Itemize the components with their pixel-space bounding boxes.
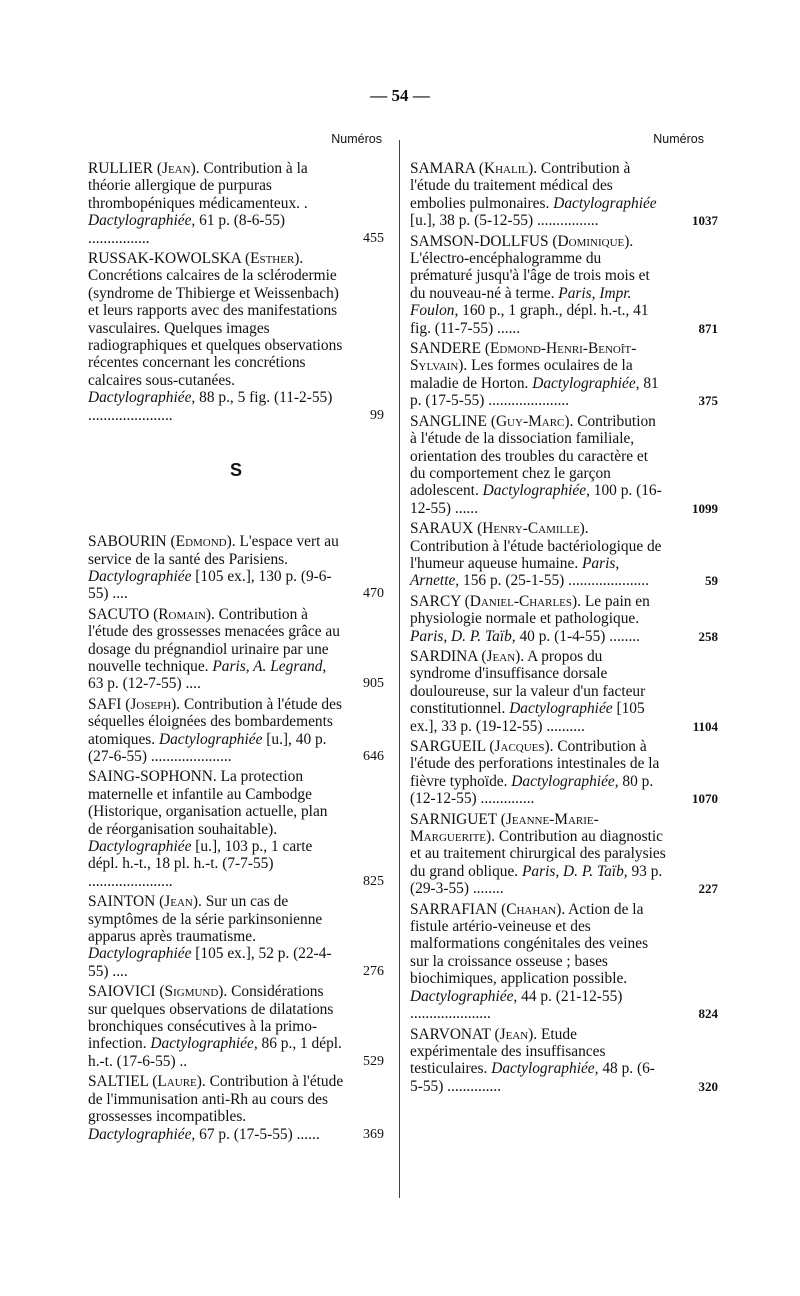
entry-title: Contribution à l'étude des séquelles éloignées des bombardements atomiques. <box>88 695 342 748</box>
entries-list <box>410 160 718 1095</box>
entry-details: [u.], 103 p., 1 carte dépl. h.-t., 18 pl. h.-t. (7-7-55) ...................... <box>88 838 313 890</box>
entry-author-surname: SANGLINE <box>410 412 487 430</box>
entry-number: 59 <box>705 573 718 589</box>
entry-details: 67 p. (17-5-55) ...... <box>195 1125 320 1143</box>
column-divider <box>399 140 400 1198</box>
entry-publication: Dactylographiée, <box>532 374 640 392</box>
entry-author-firstname: (Guy-Marc). <box>490 412 574 430</box>
entry-number: 455 <box>363 230 384 246</box>
entry-author-firstname: (Jeanne-Marie-Marguerite). <box>410 810 599 846</box>
entry-details: 156 p. (25-1-55) ..................... <box>459 572 649 590</box>
entry-author-surname: SAMARA <box>410 160 476 177</box>
entry-details: [105 ex.], 130 p. (9-6-55) .... <box>88 567 332 603</box>
entry-publication: Paris, Impr. Foulon, <box>410 284 632 320</box>
entry-details: 160 p., 1 graph., dépl. h.-t., 41 fig. (11-7-55) ...... <box>410 302 649 337</box>
entry-title: La protection maternelle et infantile au Cambodge (Historique, organisation actuelle, plan de réorganisation souhaitable). <box>88 768 328 838</box>
entry-title: Les formes oculaires de la maladie de Horton. <box>410 357 633 392</box>
entry-number: 99 <box>370 407 384 423</box>
entry-title: Action de la fistule artério-veineuse et des malformations congénitales des veines sur la croissance osseuse ; bases biochimiques, application possible. <box>410 900 649 988</box>
entry-publication: Paris, A. Legrand, <box>212 657 327 675</box>
entry-publication: Dactylographiée <box>88 838 192 855</box>
entry-publication: Dactylographiée, <box>491 1060 599 1078</box>
entry-number: 646 <box>363 748 384 764</box>
entry-title: Contribution à l'étude de la dissociation familiale, orientation des troubles du caractère et du comportement chez le garçon adolescent. <box>410 412 656 500</box>
entry <box>410 160 718 230</box>
entry-title: L'électro-encéphalogramme du prématuré jusqu'à l'âge de trois mois et du nouveau-né à terme. <box>410 250 650 302</box>
entry <box>88 696 384 766</box>
entry-author-firstname: (Khalil). <box>478 160 538 177</box>
entry-text <box>410 160 666 230</box>
entry-details: 63 p. (12-7-55) .... <box>88 675 201 693</box>
entry-publication: Paris, D. P. Taïb, <box>522 862 628 880</box>
entry-number: 1104 <box>692 718 718 734</box>
entry <box>410 340 718 410</box>
entry-publication: Dactylographiée <box>553 194 657 212</box>
entry-author-firstname: (Edmond). <box>170 533 236 551</box>
entry-details: [105 ex.], 33 p. (19-12-55) .......... <box>410 700 645 735</box>
entry <box>410 738 718 808</box>
entry-details: 100 p. (16-12-55) ...... <box>410 482 662 517</box>
column-header: Numéros <box>331 132 382 146</box>
entry-author-firstname: (Henry-Camille). <box>477 520 589 538</box>
entry-text <box>410 901 666 1023</box>
entry-text <box>88 696 344 766</box>
entry-details: 80 p. (12-12-55) .............. <box>410 772 654 808</box>
entry-publication: Dactylographiée, <box>88 1125 196 1143</box>
entry-title: Contribution à l'étude des perforations intestinales de la fièvre typhoïde. <box>410 738 660 790</box>
entry-details: 48 p. (6-5-55) .............. <box>410 1060 655 1095</box>
entry-number: 1099 <box>692 500 718 516</box>
column-header: Numéros <box>653 132 704 146</box>
entry-title: L'espace vert au service de la santé des Parisiens. <box>88 533 339 568</box>
entry-author-surname: SABOURIN <box>88 533 167 551</box>
entry-title: Contribution à l'étude des grossesses menacées grâce au dosage du prégnandiol urinaire par une nouvelle technique. <box>88 605 340 675</box>
entry-publication: Dactylographiée, <box>511 772 619 790</box>
entry-number: 369 <box>363 1126 384 1142</box>
entry-author-surname: SARVONAT <box>410 1025 491 1043</box>
entry-author-surname: SACUTO <box>88 605 150 623</box>
entry-publication: Dactylographiée, <box>410 987 518 1005</box>
entry-title: Contribution à l'étude du traitement médical des embolies pulmonaires. <box>410 160 631 212</box>
entry-text <box>410 593 666 645</box>
entry-text <box>88 983 344 1070</box>
entry-author-firstname: (Joseph). <box>125 695 181 713</box>
entry <box>88 893 384 980</box>
entry-author-surname: SARRAFIAN <box>410 900 498 918</box>
entry-number: 276 <box>363 963 384 979</box>
entry-publication: Dactylographiée <box>88 945 192 963</box>
entry-details: 93 p. (29-3-55) ........ <box>410 862 663 898</box>
entry-details: [105 ex.], 52 p. (22-4-55) .... <box>88 945 332 980</box>
entry-text <box>410 233 666 337</box>
entry-author-firstname: (Daniel-Charles). <box>464 592 581 610</box>
entry-author-surname: SAING-SOPHONN. <box>88 768 217 786</box>
entry-text <box>88 160 344 247</box>
entry-number: 375 <box>698 393 718 409</box>
entry-author-firstname: (Edmond-Henri-Benoît-Sylvain). <box>410 340 637 375</box>
entry-text <box>410 648 666 735</box>
entry-text <box>410 738 666 808</box>
entry-number: 227 <box>698 881 718 897</box>
entry-title: Concrétions calcaires de la sclérodermie (syndrome de Thibierge et Weissenbach) et leurs rapports avec des manifestations vasculaires. Quelques images radiographiques et quelques observations récentes concernant les concrétions calcaires sous-cutanées. <box>88 267 343 389</box>
entries-after-section <box>88 533 384 1143</box>
entry-author-firstname: (Jean). <box>156 160 200 177</box>
entry-author-firstname: (Jean). <box>494 1025 538 1043</box>
entry-details: [u.], 40 p. (27-6-55) ..................... <box>88 730 327 765</box>
entry-author-surname: SARCY <box>410 592 461 610</box>
section-letter: S <box>229 460 242 481</box>
entry-text <box>88 893 344 980</box>
entry-publication: Dactylographiée <box>158 730 263 748</box>
entry-publication: Dactylographiée, <box>88 212 196 230</box>
entry-title: Le pain en physiologie normale et pathologique. <box>410 592 650 628</box>
entry <box>410 810 718 898</box>
entry-title: Contribution au diagnostic et au traitement chirurgical des paralysies du grand oblique. <box>410 828 666 880</box>
entry-details: 44 p. (21-12-55) ..................... <box>410 987 623 1023</box>
entry-author-surname: SARAUX <box>410 520 474 538</box>
entry-text <box>410 520 666 590</box>
entry-author-surname: SAMSON-DOLLFUS <box>410 232 549 250</box>
entry-number: 1070 <box>692 791 718 807</box>
entry-author-surname: SANDERE <box>410 340 481 358</box>
entry-text <box>88 533 344 603</box>
entry-publication: Dactylographiée, <box>88 389 196 407</box>
entry-author-firstname: (Esther). <box>244 250 304 268</box>
entry-number: 824 <box>698 1006 718 1022</box>
entry-number: 470 <box>363 586 384 602</box>
entry-text <box>88 606 344 693</box>
entry-title: Contribution à la théorie allergique de purpuras thrombopéniques médicamenteux. . <box>88 160 308 212</box>
entry-details: 88 p., 5 fig. (11-2-55) ...................... <box>88 389 333 424</box>
entry-number: 529 <box>363 1053 384 1069</box>
entry <box>410 900 718 1023</box>
entry <box>88 1073 384 1143</box>
entry-publication: Dactylographiée <box>88 567 192 585</box>
entry-details: 61 p. (8-6-55) ................ <box>88 212 286 247</box>
entry-text <box>410 811 666 898</box>
entry-author-surname: SAFI <box>88 695 122 713</box>
entry-title: A propos du syndrome d'insuffisance dorsale douloureuse, sur la valeur d'un facteur constitutionnel. <box>410 647 646 718</box>
entry <box>88 983 384 1070</box>
entry <box>88 768 384 890</box>
entry <box>88 250 384 424</box>
entry-author-surname: RULLIER <box>88 160 153 177</box>
entry-publication: Paris, D. P. Taïb, <box>410 627 516 645</box>
entry-author-firstname: (Romain). <box>153 605 215 623</box>
entry-author-firstname: (Jean). <box>159 893 202 911</box>
entry-publication: Dactylographiée <box>509 700 613 718</box>
entry-text <box>410 413 666 517</box>
entry-title: Contribution à l'étude bactériologique de l'humeur aqueuse humaine. <box>410 537 662 572</box>
entry-number: 320 <box>698 1078 718 1094</box>
entry <box>410 412 718 517</box>
entry-author-surname: SARDINA <box>410 647 478 665</box>
entry <box>88 160 384 247</box>
entry-details: [u.], 38 p. (5-12-55) ................ <box>410 212 599 230</box>
entry-text <box>88 768 344 890</box>
entry-number: 905 <box>363 676 384 692</box>
entry-number: 258 <box>698 628 718 644</box>
entry-text <box>410 1026 666 1096</box>
entry <box>410 1025 718 1096</box>
entry <box>410 592 718 645</box>
entries-before-section <box>88 160 384 424</box>
entry-author-surname: SARGUEIL <box>410 738 486 755</box>
entry-publication: Paris, Arnette, <box>410 554 620 590</box>
entry <box>88 533 384 603</box>
entry-author-firstname: (Chahan). <box>501 900 566 918</box>
entry-author-firstname: (Laure). <box>152 1073 206 1091</box>
entry-text <box>88 1073 344 1143</box>
entry-details: 40 p. (1-4-55) ........ <box>515 627 641 645</box>
entry-publication: Dactylographiée, <box>482 482 590 500</box>
entry-text <box>410 340 666 410</box>
entry-number: 1037 <box>692 213 718 229</box>
entry-author-firstname: (Dominique). <box>552 232 634 250</box>
entry <box>410 232 718 337</box>
entry-author-surname: SAIOVICI <box>88 983 156 1001</box>
entry-details: 81 p. (17-5-55) ..................... <box>410 374 659 410</box>
entry-title: Considérations sur quelques observations de dilatations bronchiques consécutives à la primo-infection. <box>88 983 334 1053</box>
page-number: — 54 — <box>370 86 430 105</box>
entry-title: Sur un cas de symptômes de la série parkinsonienne apparus après traumatisme. <box>88 893 323 946</box>
entry <box>410 647 718 735</box>
entry-author-surname: RUSSAK-KOWOLSKA <box>88 250 242 268</box>
left-column <box>88 132 384 1146</box>
entry-author-surname: SALTIEL <box>88 1073 149 1091</box>
entry-author-firstname: (Jacques). <box>489 738 554 755</box>
entry-author-firstname: (Sigmund). <box>159 983 228 1001</box>
entry-author-surname: SARNIGUET <box>410 810 497 828</box>
entry <box>410 520 718 590</box>
entry-number: 825 <box>363 873 384 889</box>
entry-author-surname: SAINTON <box>88 893 156 911</box>
entry-text <box>88 250 344 424</box>
entry-number: 871 <box>698 320 718 336</box>
entry-author-firstname: (Jean). <box>481 647 525 665</box>
entry-title: Etude expérimentale des insuffisances testiculaires. <box>410 1025 606 1078</box>
entry <box>88 606 384 693</box>
entry-publication: Dactylographiée, <box>150 1035 258 1053</box>
entry-title: Contribution à l'étude de l'immunisation anti-Rh au cours des grossesses incompatibles. <box>88 1073 344 1126</box>
right-column <box>410 132 718 1098</box>
entry-details: 86 p., 1 dépl. h.-t. (17-6-55) .. <box>88 1035 342 1070</box>
